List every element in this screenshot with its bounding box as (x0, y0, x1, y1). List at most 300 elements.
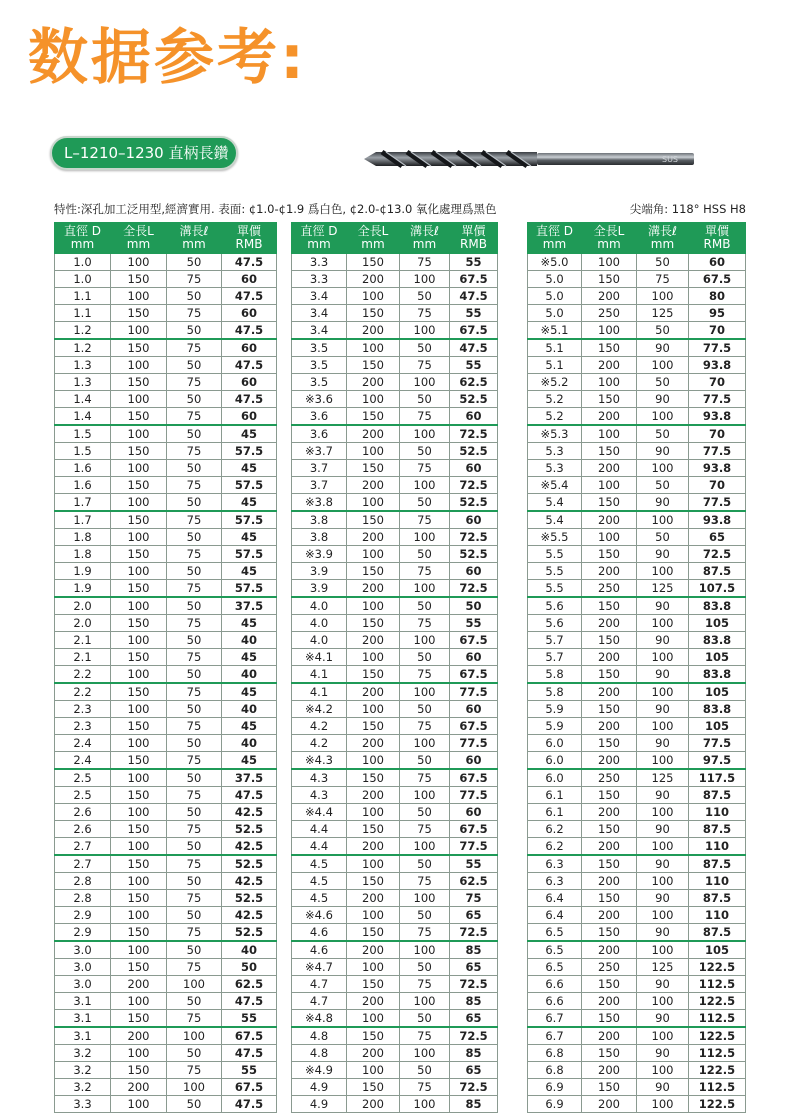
price-cell: 60 (222, 305, 277, 322)
total-length-cell: 150 (111, 752, 167, 770)
flute-length-cell: 50 (167, 357, 222, 374)
price-cell: 65 (450, 1010, 498, 1028)
total-length-cell: 200 (347, 993, 400, 1010)
total-length-cell: 200 (582, 357, 637, 374)
total-length-cell: 200 (347, 632, 400, 649)
flute-length-cell: 90 (637, 1045, 689, 1062)
flute-length-cell: 50 (167, 288, 222, 305)
total-length-cell: 150 (347, 769, 400, 787)
price-cell: 112.5 (689, 1045, 746, 1062)
price-cell: 87.5 (689, 890, 746, 907)
flute-length-cell: 100 (400, 374, 450, 391)
diameter-cell: ※4.1 (292, 649, 347, 666)
diameter-cell: 2.7 (55, 855, 111, 873)
total-length-cell: 200 (582, 1096, 637, 1113)
flute-length-cell: 75 (167, 649, 222, 666)
total-length-cell: 150 (347, 305, 400, 322)
price-cell: 42.5 (222, 907, 277, 924)
price-cell: 112.5 (689, 976, 746, 993)
total-length-cell: 250 (582, 305, 637, 322)
total-length-cell: 100 (111, 701, 167, 718)
total-length-header (582, 223, 637, 254)
table-row (292, 615, 498, 632)
table-row (55, 821, 277, 838)
diameter-cell: 4.8 (292, 1045, 347, 1062)
price-cell: 52.5 (222, 890, 277, 907)
total-length-cell: 200 (347, 890, 400, 907)
diameter-cell: 1.2 (55, 339, 111, 357)
diameter-cell: 6.3 (528, 873, 582, 890)
diameter-cell: 2.1 (55, 632, 111, 649)
total-length-cell: 150 (347, 460, 400, 477)
price-cell: 52.5 (450, 443, 498, 460)
total-length-cell: 200 (582, 752, 637, 770)
flute-length-cell: 50 (167, 322, 222, 340)
diameter-cell: 1.2 (55, 322, 111, 340)
price-cell: 77.5 (450, 787, 498, 804)
total-length-cell: 100 (582, 254, 637, 271)
table-row (528, 597, 746, 615)
diameter-cell: 4.3 (292, 787, 347, 804)
total-length-cell: 150 (111, 924, 167, 942)
diameter-cell: 2.2 (55, 683, 111, 701)
total-length-cell: 200 (347, 271, 400, 288)
flute-length-cell: 100 (400, 838, 450, 856)
diameter-cell: 1.9 (55, 580, 111, 598)
table-row (528, 460, 746, 477)
diameter-cell: ※5.0 (528, 254, 582, 271)
table-row (55, 735, 277, 752)
table-row (528, 718, 746, 735)
price-cell: 37.5 (222, 597, 277, 615)
diameter-cell: 3.3 (292, 271, 347, 288)
table-row (528, 425, 746, 443)
flute-length-cell: 75 (400, 408, 450, 426)
price-cell: 40 (222, 701, 277, 718)
table-row (55, 546, 277, 563)
total-length-cell: 100 (347, 649, 400, 666)
diameter-cell: ※4.9 (292, 1062, 347, 1079)
table-row (528, 701, 746, 718)
diameter-cell: 5.0 (528, 288, 582, 305)
flute-length-cell: 75 (400, 769, 450, 787)
diameter-cell: 6.9 (528, 1079, 582, 1096)
diameter-cell: 5.5 (528, 580, 582, 598)
price-cell: 45 (222, 649, 277, 666)
flute-length-cell: 125 (637, 959, 689, 976)
price-cell: 45 (222, 752, 277, 770)
flute-length-cell: 90 (637, 735, 689, 752)
price-cell: 72.5 (450, 1079, 498, 1096)
diameter-cell: 5.9 (528, 701, 582, 718)
price-cell: 47.5 (222, 993, 277, 1010)
table-row (55, 941, 277, 959)
header-label: 溝長ℓ (410, 224, 439, 238)
table-row (292, 838, 498, 856)
flute-length-cell: 90 (637, 546, 689, 563)
flute-length-cell: 75 (167, 1010, 222, 1028)
price-cell: 40 (222, 941, 277, 959)
diameter-cell: ※5.2 (528, 374, 582, 391)
spec-description: 特性:深孔加工泛用型,經濟實用. 表面: ¢1.0-¢1.9 爲白色, ¢2.0-¢13.0 氧化處理爲黑色 (54, 202, 497, 216)
diameter-cell: 2.4 (55, 752, 111, 770)
total-length-cell: 100 (582, 425, 637, 443)
price-cell: 105 (689, 615, 746, 632)
flute-length-cell: 50 (637, 425, 689, 443)
flute-length-cell: 100 (400, 1045, 450, 1062)
total-length-cell: 150 (347, 615, 400, 632)
table-row (528, 993, 746, 1010)
price-cell: 77.5 (689, 443, 746, 460)
header-unit: mm (70, 237, 95, 251)
price-cell: 45 (222, 718, 277, 735)
flute-length-cell: 75 (400, 511, 450, 529)
total-length-cell: 200 (347, 735, 400, 752)
price-table-2 (291, 222, 498, 1113)
table-row (292, 305, 498, 322)
table-row (528, 959, 746, 976)
table-row (292, 787, 498, 804)
flute-length-cell: 50 (167, 907, 222, 924)
price-cell: 87.5 (689, 787, 746, 804)
total-length-cell: 150 (347, 873, 400, 890)
price-cell: 87.5 (689, 924, 746, 942)
price-cell: 80 (689, 288, 746, 305)
price-cell: 40 (222, 632, 277, 649)
price-cell: 57.5 (222, 443, 277, 460)
diameter-cell: ※3.9 (292, 546, 347, 563)
price-cell: 60 (450, 649, 498, 666)
price-cell: 65 (689, 529, 746, 546)
total-length-cell: 100 (347, 701, 400, 718)
table-row (55, 357, 277, 374)
price-cell: 72.5 (450, 425, 498, 443)
total-length-cell: 100 (111, 666, 167, 684)
total-length-cell: 100 (347, 1062, 400, 1079)
price-cell: 72.5 (689, 546, 746, 563)
diameter-cell: 3.5 (292, 357, 347, 374)
price-cell: 52.5 (222, 855, 277, 873)
diameter-cell: 3.1 (55, 1027, 111, 1045)
table-row (292, 752, 498, 770)
flute-length-cell: 50 (167, 1045, 222, 1062)
table-row (55, 993, 277, 1010)
table-row (55, 425, 277, 443)
flute-length-cell: 75 (400, 1027, 450, 1045)
diameter-cell: ※4.2 (292, 701, 347, 718)
table-row (528, 339, 746, 357)
diameter-cell: 3.1 (55, 993, 111, 1010)
price-cell: 42.5 (222, 838, 277, 856)
header-unit: mm (182, 237, 206, 251)
flute-length-cell: 50 (167, 993, 222, 1010)
diameter-cell: 1.1 (55, 305, 111, 322)
diameter-cell: 6.5 (528, 941, 582, 959)
total-length-cell: 200 (582, 941, 637, 959)
price-cell: 42.5 (222, 804, 277, 821)
diameter-cell: 5.2 (528, 408, 582, 426)
table-row (528, 649, 746, 666)
diameter-cell: 4.0 (292, 632, 347, 649)
price-cell: 122.5 (689, 1096, 746, 1113)
price-cell: 110 (689, 838, 746, 856)
price-cell: 65 (450, 907, 498, 924)
price-cell: 47.5 (222, 391, 277, 408)
diameter-cell: 6.5 (528, 959, 582, 976)
total-length-cell: 100 (111, 460, 167, 477)
total-length-cell: 150 (111, 959, 167, 976)
price-cell: 60 (450, 408, 498, 426)
table-row (292, 494, 498, 512)
price-cell: 52.5 (222, 924, 277, 942)
table-row (292, 425, 498, 443)
table-row (292, 1045, 498, 1062)
price-cell: 122.5 (689, 1062, 746, 1079)
flute-length-cell: 75 (400, 357, 450, 374)
total-length-cell: 150 (582, 976, 637, 993)
table-row (55, 494, 277, 512)
flute-length-cell: 50 (167, 597, 222, 615)
total-length-cell: 200 (347, 322, 400, 340)
total-length-cell: 100 (347, 339, 400, 357)
total-length-header (347, 223, 400, 254)
flute-length-cell: 100 (637, 804, 689, 821)
table-row (528, 288, 746, 305)
table-row (292, 855, 498, 873)
price-cell: 60 (450, 804, 498, 821)
table-row (292, 391, 498, 408)
table-row (292, 666, 498, 684)
total-length-cell: 150 (582, 391, 637, 408)
total-length-cell: 100 (111, 735, 167, 752)
diameter-cell: ※3.7 (292, 443, 347, 460)
diameter-cell: 4.9 (292, 1079, 347, 1096)
diameter-cell: 5.1 (528, 339, 582, 357)
total-length-cell: 100 (347, 494, 400, 512)
price-cell: 47.5 (450, 288, 498, 305)
total-length-cell: 150 (582, 632, 637, 649)
header-label: 單價 (704, 224, 729, 238)
table-row (55, 288, 277, 305)
diameter-cell: 6.6 (528, 993, 582, 1010)
flute-length-cell: 100 (400, 529, 450, 546)
flute-length-cell: 100 (637, 1062, 689, 1079)
total-length-cell: 150 (111, 1062, 167, 1079)
price-cell: 87.5 (689, 563, 746, 580)
table-header (292, 223, 498, 254)
flute-length-cell: 90 (637, 339, 689, 357)
price-cell: 70 (689, 477, 746, 494)
table-row (528, 941, 746, 959)
price-cell: 122.5 (689, 1027, 746, 1045)
price-cell: 107.5 (689, 580, 746, 598)
flute-length-cell: 100 (400, 1096, 450, 1113)
price-cell: 97.5 (689, 752, 746, 770)
table-row (55, 787, 277, 804)
diameter-cell: 5.5 (528, 563, 582, 580)
table-row (292, 271, 498, 288)
table-row (292, 546, 498, 563)
diameter-cell: 6.1 (528, 804, 582, 821)
diameter-cell: 4.1 (292, 666, 347, 684)
total-length-cell: 150 (111, 305, 167, 322)
table-row (55, 873, 277, 890)
table-row (55, 1062, 277, 1079)
flute-length-cell: 90 (637, 391, 689, 408)
total-length-cell: 150 (111, 855, 167, 873)
flute-length-cell: 50 (167, 941, 222, 959)
table-row (528, 322, 746, 340)
diameter-cell: 4.0 (292, 615, 347, 632)
table-row (528, 1062, 746, 1079)
table-row (528, 477, 746, 494)
price-cell: 60 (222, 271, 277, 288)
table-row (528, 769, 746, 787)
total-length-cell: 150 (111, 787, 167, 804)
total-length-cell: 150 (111, 477, 167, 494)
price-cell: 85 (450, 941, 498, 959)
total-length-cell: 100 (347, 752, 400, 770)
diameter-header (292, 223, 347, 254)
diameter-cell: 2.6 (55, 804, 111, 821)
table-row (528, 357, 746, 374)
price-cell: 83.8 (689, 632, 746, 649)
table-row (55, 443, 277, 460)
price-cell: 93.8 (689, 357, 746, 374)
table-row (55, 408, 277, 426)
header-unit: mm (650, 237, 675, 251)
price-cell: 83.8 (689, 701, 746, 718)
total-length-cell: 100 (347, 907, 400, 924)
header-row (292, 223, 498, 254)
price-cell: 77.5 (689, 494, 746, 512)
price-cell: 67.5 (450, 666, 498, 684)
table-row (292, 821, 498, 838)
total-length-cell: 200 (582, 511, 637, 529)
diameter-cell: 6.4 (528, 907, 582, 924)
total-length-cell: 150 (347, 511, 400, 529)
flute-length-cell: 100 (400, 683, 450, 701)
total-length-cell: 150 (111, 821, 167, 838)
price-cell: 40 (222, 735, 277, 752)
total-length-cell: 150 (347, 408, 400, 426)
total-length-cell: 150 (347, 821, 400, 838)
flute-length-cell: 100 (400, 322, 450, 340)
diameter-cell: 4.5 (292, 873, 347, 890)
flute-length-cell: 75 (400, 821, 450, 838)
flute-length-cell: 50 (400, 494, 450, 512)
table-row (292, 443, 498, 460)
total-length-cell: 100 (347, 443, 400, 460)
diameter-cell: 6.0 (528, 735, 582, 752)
price-header (450, 223, 498, 254)
table-row (528, 254, 746, 271)
diameter-cell: 2.3 (55, 701, 111, 718)
price-cell: 95 (689, 305, 746, 322)
diameter-cell: 3.0 (55, 959, 111, 976)
price-cell: 83.8 (689, 666, 746, 684)
table-row (292, 529, 498, 546)
diameter-cell: 1.7 (55, 494, 111, 512)
flute-length-cell: 50 (167, 804, 222, 821)
diameter-cell: 3.6 (292, 408, 347, 426)
total-length-cell: 200 (582, 907, 637, 924)
total-length-cell: 100 (111, 873, 167, 890)
total-length-cell: 150 (111, 580, 167, 598)
diameter-cell: 2.8 (55, 873, 111, 890)
diameter-cell: 6.4 (528, 890, 582, 907)
flute-length-cell: 75 (167, 787, 222, 804)
total-length-cell: 150 (111, 649, 167, 666)
diameter-cell: 1.3 (55, 357, 111, 374)
flute-length-cell: 50 (400, 443, 450, 460)
table-row (292, 1096, 498, 1113)
price-cell: 72.5 (450, 477, 498, 494)
table-row (55, 718, 277, 735)
diameter-cell: ※4.8 (292, 1010, 347, 1028)
diameter-cell: ※5.5 (528, 529, 582, 546)
diameter-cell: 3.8 (292, 529, 347, 546)
product-badge: L–1210–1230 直柄長鑽頭 (50, 136, 238, 170)
price-cell: 67.5 (450, 718, 498, 735)
diameter-cell: 1.0 (55, 254, 111, 271)
header-unit: RMB (460, 237, 487, 251)
diameter-cell: 4.7 (292, 976, 347, 993)
total-length-cell: 150 (582, 494, 637, 512)
price-cell: 93.8 (689, 511, 746, 529)
price-cell: 60 (222, 339, 277, 357)
price-cell: 77.5 (450, 838, 498, 856)
diameter-cell: 3.4 (292, 305, 347, 322)
price-cell: 60 (450, 511, 498, 529)
price-cell: 52.5 (450, 391, 498, 408)
total-length-cell: 200 (111, 1079, 167, 1096)
price-cell: 110 (689, 873, 746, 890)
price-cell: 112.5 (689, 1010, 746, 1028)
flute-length-cell: 75 (167, 821, 222, 838)
flute-length-cell: 75 (167, 511, 222, 529)
table-row (292, 718, 498, 735)
flute-length-cell: 50 (400, 288, 450, 305)
diameter-cell: 1.8 (55, 546, 111, 563)
diameter-cell: 5.1 (528, 357, 582, 374)
flute-length-cell: 75 (400, 563, 450, 580)
table-row (528, 873, 746, 890)
header-label: 直徑 D (535, 224, 574, 238)
diameter-cell: 1.5 (55, 443, 111, 460)
price-cell: 55 (222, 1062, 277, 1079)
diameter-cell: 5.8 (528, 666, 582, 684)
flute-length-cell: 75 (167, 1062, 222, 1079)
flute-length-cell: 50 (167, 494, 222, 512)
diameter-cell: 1.5 (55, 425, 111, 443)
diameter-cell: 2.3 (55, 718, 111, 735)
diameter-cell: 4.3 (292, 769, 347, 787)
total-length-cell: 200 (347, 425, 400, 443)
price-cell: 55 (450, 357, 498, 374)
diameter-cell: ※4.4 (292, 804, 347, 821)
table-row (528, 890, 746, 907)
flute-length-cell: 50 (167, 529, 222, 546)
total-length-cell: 100 (111, 563, 167, 580)
table-row (528, 1079, 746, 1096)
diameter-cell: 3.5 (292, 374, 347, 391)
table-row (528, 374, 746, 391)
total-length-cell: 200 (347, 580, 400, 598)
diameter-cell: 3.1 (55, 1010, 111, 1028)
diameter-cell: 5.6 (528, 615, 582, 632)
total-length-cell: 100 (111, 804, 167, 821)
